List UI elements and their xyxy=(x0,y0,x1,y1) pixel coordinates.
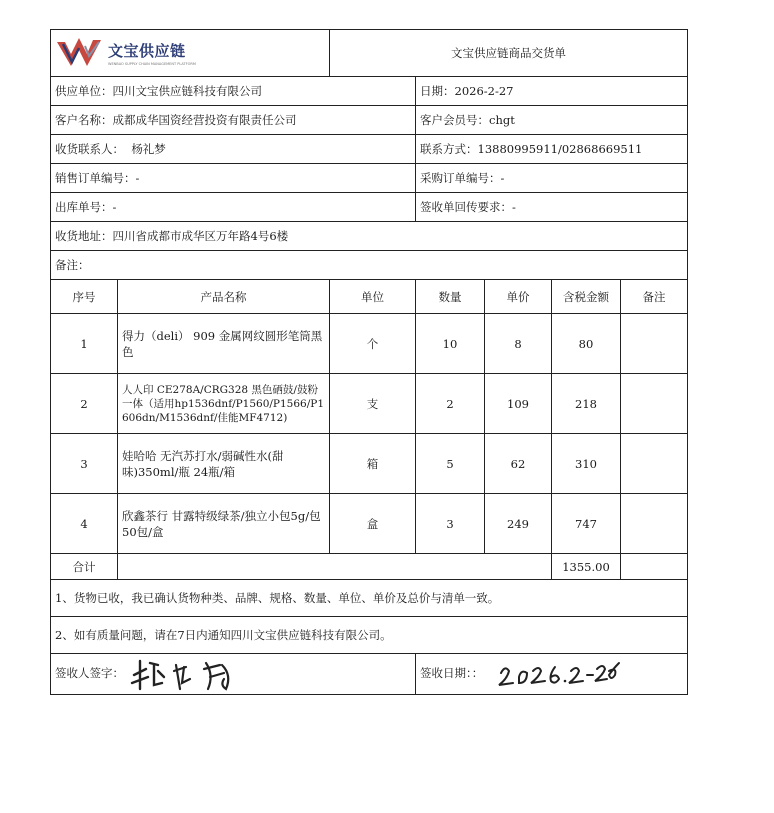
logo-cell xyxy=(51,30,330,77)
address-cell xyxy=(51,222,688,251)
table-row xyxy=(51,374,688,434)
handwritten-signature xyxy=(128,655,258,693)
company-logo xyxy=(55,31,325,75)
return-req-value: - xyxy=(512,200,516,214)
row-amount: 218 xyxy=(552,374,621,434)
purchase-order-label: 采购订单编号： xyxy=(420,171,501,185)
row-amount: 80 xyxy=(552,314,621,374)
col-header-name: 产品名称 xyxy=(118,280,330,314)
member-label: 客户会员号： xyxy=(420,113,489,127)
return-req-label: 签收单回传要求： xyxy=(420,200,512,214)
sign-date-label: 签收日期：： xyxy=(420,666,484,680)
sales-order-value: - xyxy=(135,171,140,185)
row-qty: 2 xyxy=(416,374,485,434)
row-product-name: 得力（deli） 909 金属网纹圆形笔筒黑色 xyxy=(118,314,330,374)
supplier-value: 四川文宝供应链科技有限公司 xyxy=(112,84,262,98)
row-qty: 3 xyxy=(416,494,485,554)
outbound-value: - xyxy=(112,200,117,214)
row-amount: 747 xyxy=(552,494,621,554)
row-unit: 盒 xyxy=(330,494,416,554)
row-note xyxy=(621,374,688,434)
note-quality: 2、如有质量问题，请在7日内通知四川文宝供应链科技有限公司。 xyxy=(51,617,688,654)
col-header-amount: 含税金额 xyxy=(552,280,621,314)
table-row xyxy=(51,314,688,374)
row-qty: 10 xyxy=(416,314,485,374)
delivery-form xyxy=(50,29,688,695)
customer-label: 客户名称： xyxy=(55,113,113,127)
logo-text: 文宝供应链 xyxy=(108,42,186,60)
col-header-unit: 单位 xyxy=(330,280,416,314)
total-empty xyxy=(118,554,552,580)
table-row xyxy=(51,494,688,554)
col-header-note: 备注 xyxy=(621,280,688,314)
row-amount: 310 xyxy=(552,434,621,494)
document-title: 文宝供应链商品交货单 xyxy=(330,30,688,77)
logo-mark-icon xyxy=(55,36,105,70)
contact-value: 13880995911/02868669511 xyxy=(477,142,643,156)
total-label: 合计 xyxy=(51,554,118,580)
supplier-label: 供应单位： xyxy=(55,84,113,98)
row-no: 3 xyxy=(51,434,118,494)
member-cell xyxy=(416,106,688,135)
table-row xyxy=(51,434,688,494)
row-price: 62 xyxy=(485,434,552,494)
supplier-cell xyxy=(51,77,416,106)
address-label: 收货地址： xyxy=(55,229,113,243)
outbound-label: 出库单号： xyxy=(55,200,113,214)
logo-subtext: WENBAO SUPPLY CHAIN MANAGEMENT PLATFORM xyxy=(108,62,196,66)
row-product-name: 娃哈哈 无汽苏打水/弱碱性水(甜味)350ml/瓶 24瓶/箱 xyxy=(118,434,330,494)
row-unit: 支 xyxy=(330,374,416,434)
outbound-cell xyxy=(51,193,416,222)
sales-order-label: 销售订单编号： xyxy=(55,171,136,185)
receiver-value: 杨礼梦 xyxy=(131,142,166,156)
total-amount: 1355.00 xyxy=(552,554,621,580)
delivery-note xyxy=(50,29,687,695)
date-value: 2026-2-27 xyxy=(454,84,514,98)
customer-cell xyxy=(51,106,416,135)
row-note xyxy=(621,434,688,494)
contact-label: 联系方式： xyxy=(420,142,478,156)
row-product-name: 人人印 CE278A/CRG328 黑色硒鼓/鼓粉一体（适用hp1536dnf/P1560/P1566/P1606dn/M1536dnf/佳能MF4712) xyxy=(118,374,330,434)
purchase-order-value: - xyxy=(500,171,505,185)
row-note xyxy=(621,314,688,374)
remarks-label: 备注： xyxy=(55,258,90,272)
purchase-order-cell xyxy=(416,164,688,193)
total-note xyxy=(621,554,688,580)
remarks-cell xyxy=(51,251,688,280)
handwritten-date xyxy=(487,657,627,691)
row-price: 249 xyxy=(485,494,552,554)
address-value: 四川省成都市成华区万年路4号6楼 xyxy=(112,229,289,243)
col-header-no: 序号 xyxy=(51,280,118,314)
row-note xyxy=(621,494,688,554)
total-row xyxy=(51,554,688,580)
date-cell xyxy=(416,77,688,106)
signer-label: 签收人签字： xyxy=(55,666,124,680)
return-req-cell xyxy=(416,193,688,222)
sign-date-cell xyxy=(416,654,688,695)
note-confirm: 1、货物已收，我已确认货物种类、品牌、规格、数量、单位、单价及总价与清单一致。 xyxy=(51,580,688,617)
row-price: 109 xyxy=(485,374,552,434)
row-no: 2 xyxy=(51,374,118,434)
member-value: chgt xyxy=(489,113,515,127)
date-label: 日期： xyxy=(420,84,455,98)
signer-cell xyxy=(51,654,416,695)
receiver-label: 收货联系人： xyxy=(55,142,124,156)
customer-value: 成都成华国资经营投资有限责任公司 xyxy=(112,113,297,127)
receiver-cell xyxy=(51,135,416,164)
col-header-price: 单价 xyxy=(485,280,552,314)
row-unit: 箱 xyxy=(330,434,416,494)
row-price: 8 xyxy=(485,314,552,374)
row-product-name: 欣鑫茶行 甘露特级绿茶/独立小包5g/包 50包/盒 xyxy=(118,494,330,554)
sales-order-cell xyxy=(51,164,416,193)
row-no: 1 xyxy=(51,314,118,374)
col-header-qty: 数量 xyxy=(416,280,485,314)
row-qty: 5 xyxy=(416,434,485,494)
row-no: 4 xyxy=(51,494,118,554)
contact-cell xyxy=(416,135,688,164)
row-unit: 个 xyxy=(330,314,416,374)
